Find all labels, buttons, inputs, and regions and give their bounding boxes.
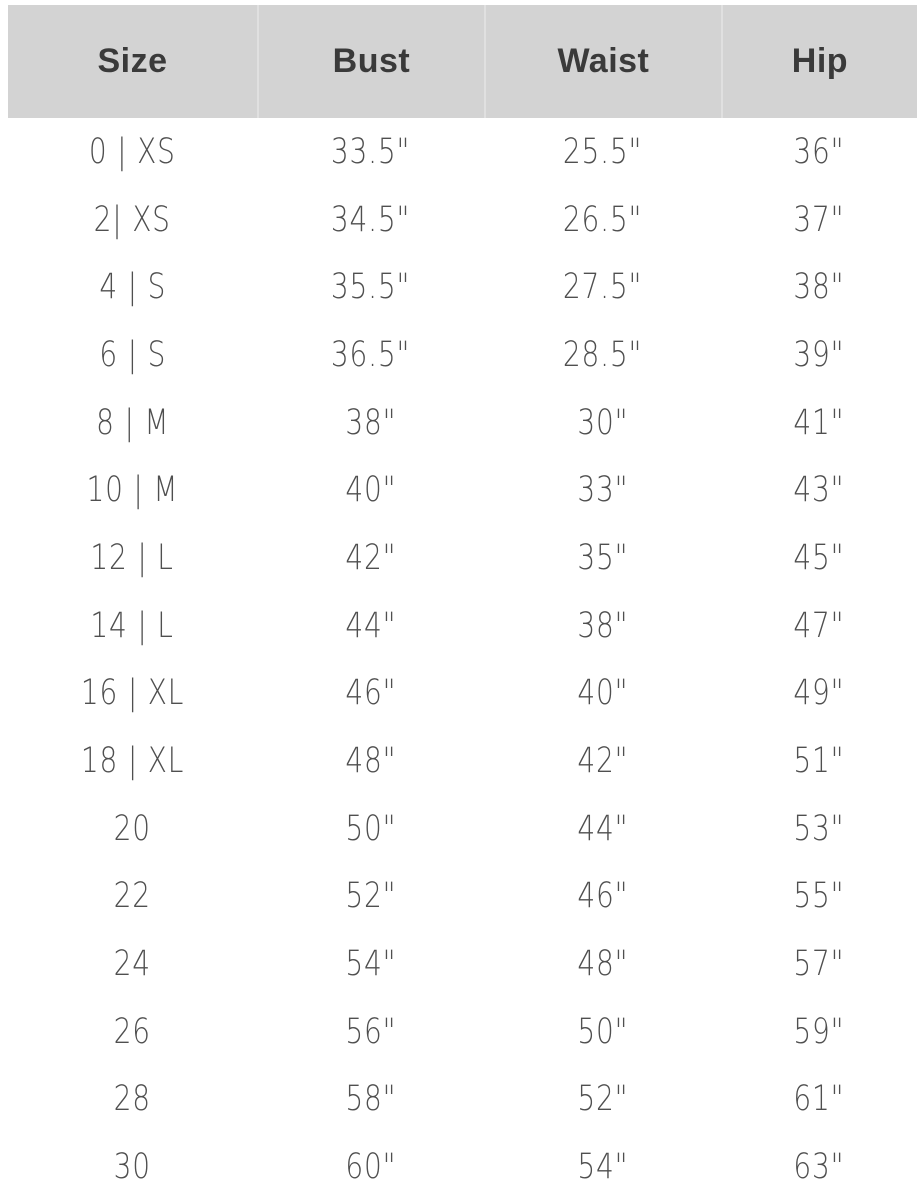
size-cell: [8, 727, 257, 795]
waist-value: 52": [576, 1079, 628, 1120]
bust-cell: [257, 795, 484, 863]
size-value: 0 | XS: [89, 131, 176, 172]
bust-cell: [257, 253, 484, 321]
waist-cell: [484, 592, 721, 660]
size-cell: [8, 795, 257, 863]
hip-cell: [721, 524, 917, 592]
hip-value: 41": [793, 402, 845, 443]
bust-cell: [257, 186, 484, 254]
hip-value: 38": [793, 267, 845, 308]
bust-cell: [257, 930, 484, 998]
bust-value: 54": [344, 944, 396, 985]
size-value: 22: [113, 876, 152, 917]
size-value: 20: [113, 808, 152, 849]
table-row: [8, 592, 917, 660]
size-cell: [8, 186, 257, 254]
waist-cell: [484, 727, 721, 795]
bust-cell: [257, 863, 484, 931]
hip-value: 36": [793, 131, 845, 172]
bust-value: 52": [344, 876, 396, 917]
table-row: [8, 863, 917, 931]
hip-value: 53": [793, 808, 845, 849]
waist-value: 25.5": [562, 131, 643, 172]
table-row: [8, 930, 917, 998]
hip-value: 43": [793, 470, 845, 511]
column-header-bust: Bust: [257, 5, 484, 118]
bust-value: 38": [344, 402, 396, 443]
table-row: [8, 186, 917, 254]
hip-value: 45": [793, 537, 845, 578]
waist-value: 26.5": [562, 199, 643, 240]
bust-value: 34.5": [330, 199, 411, 240]
waist-cell: [484, 1133, 721, 1201]
table-row: [8, 660, 917, 728]
size-value: 4 | S: [99, 267, 166, 308]
hip-value: 61": [793, 1079, 845, 1120]
hip-cell: [721, 795, 917, 863]
table-row: [8, 389, 917, 457]
size-cell: [8, 389, 257, 457]
table-row: [8, 1133, 917, 1201]
waist-cell: [484, 389, 721, 457]
hip-value: 49": [793, 673, 845, 714]
size-cell: [8, 660, 257, 728]
hip-cell: [721, 118, 917, 186]
bust-value: 42": [344, 537, 396, 578]
bust-value: 40": [344, 470, 396, 511]
size-value: 8 | M: [95, 402, 170, 443]
size-value: 12 | L: [90, 537, 175, 578]
size-value: 26: [113, 1011, 152, 1052]
hip-cell: [721, 186, 917, 254]
column-header-hip: Hip: [721, 5, 917, 118]
waist-value: 33": [576, 470, 628, 511]
size-value: 18 | XL: [80, 741, 185, 782]
bust-value: 35.5": [330, 267, 411, 308]
size-cell: [8, 253, 257, 321]
size-cell: [8, 592, 257, 660]
size-cell: [8, 998, 257, 1066]
bust-value: 60": [344, 1147, 396, 1188]
table-row: [8, 1066, 917, 1134]
hip-value: 51": [793, 741, 845, 782]
hip-cell: [721, 998, 917, 1066]
bust-value: 48": [344, 741, 396, 782]
size-value: 16 | XL: [80, 673, 185, 714]
size-cell: [8, 1066, 257, 1134]
waist-cell: [484, 998, 721, 1066]
bust-value: 46": [344, 673, 396, 714]
bust-cell: [257, 524, 484, 592]
table-body: [8, 118, 917, 1201]
bust-value: 56": [344, 1011, 396, 1052]
waist-cell: [484, 321, 721, 389]
waist-cell: [484, 118, 721, 186]
waist-value: 50": [576, 1011, 628, 1052]
hip-cell: [721, 660, 917, 728]
size-cell: [8, 321, 257, 389]
bust-cell: [257, 456, 484, 524]
bust-cell: [257, 592, 484, 660]
waist-value: 27.5": [562, 267, 643, 308]
table-row: [8, 253, 917, 321]
bust-value: 50": [344, 808, 396, 849]
hip-cell: [721, 253, 917, 321]
hip-value: 63": [793, 1147, 845, 1188]
waist-cell: [484, 253, 721, 321]
size-cell: [8, 456, 257, 524]
hip-cell: [721, 727, 917, 795]
waist-value: 28.5": [562, 334, 643, 375]
hip-cell: [721, 1066, 917, 1134]
waist-value: 30": [576, 402, 628, 443]
hip-cell: [721, 863, 917, 931]
table-row: [8, 727, 917, 795]
waist-value: 38": [576, 605, 628, 646]
table-row: [8, 524, 917, 592]
waist-value: 46": [576, 876, 628, 917]
bust-value: 58": [344, 1079, 396, 1120]
size-value: 2| XS: [93, 199, 172, 240]
size-cell: [8, 118, 257, 186]
table-row: [8, 321, 917, 389]
waist-value: 35": [576, 537, 628, 578]
waist-value: 40": [576, 673, 628, 714]
hip-value: 55": [793, 876, 845, 917]
bust-cell: [257, 727, 484, 795]
waist-cell: [484, 795, 721, 863]
size-cell: [8, 863, 257, 931]
column-header-waist: Waist: [484, 5, 721, 118]
waist-value: 44": [576, 808, 628, 849]
size-value: 10 | M: [86, 470, 179, 511]
bust-cell: [257, 118, 484, 186]
bust-value: 44": [344, 605, 396, 646]
hip-cell: [721, 456, 917, 524]
hip-value: 57": [793, 944, 845, 985]
waist-value: 54": [576, 1147, 628, 1188]
size-value: 6 | S: [99, 334, 166, 375]
waist-cell: [484, 930, 721, 998]
hip-cell: [721, 1133, 917, 1201]
size-value: 28: [113, 1079, 152, 1120]
waist-cell: [484, 660, 721, 728]
hip-value: 37": [793, 199, 845, 240]
hip-cell: [721, 321, 917, 389]
bust-value: 33.5": [330, 131, 411, 172]
bust-cell: [257, 660, 484, 728]
bust-cell: [257, 1133, 484, 1201]
size-value: 14 | L: [90, 605, 175, 646]
table-row: [8, 456, 917, 524]
waist-cell: [484, 1066, 721, 1134]
waist-value: 48": [576, 944, 628, 985]
size-value: 30: [113, 1147, 152, 1188]
waist-cell: [484, 186, 721, 254]
bust-cell: [257, 1066, 484, 1134]
column-header-size: Size: [97, 42, 168, 80]
bust-cell: [257, 389, 484, 457]
size-value: 24: [113, 944, 152, 985]
waist-value: 42": [576, 741, 628, 782]
hip-value: 47": [793, 605, 845, 646]
bust-cell: [257, 998, 484, 1066]
table-header-row: [8, 5, 917, 118]
table-row: [8, 118, 917, 186]
hip-cell: [721, 389, 917, 457]
size-cell: [8, 524, 257, 592]
bust-value: 36.5": [330, 334, 411, 375]
waist-cell: [484, 524, 721, 592]
hip-value: 59": [793, 1011, 845, 1052]
waist-cell: [484, 456, 721, 524]
hip-cell: [721, 930, 917, 998]
hip-cell: [721, 592, 917, 660]
size-cell: [8, 930, 257, 998]
size-cell: [8, 1133, 257, 1201]
table-row: [8, 795, 917, 863]
hip-value: 39": [793, 334, 845, 375]
bust-cell: [257, 321, 484, 389]
table-row: [8, 998, 917, 1066]
waist-cell: [484, 863, 721, 931]
